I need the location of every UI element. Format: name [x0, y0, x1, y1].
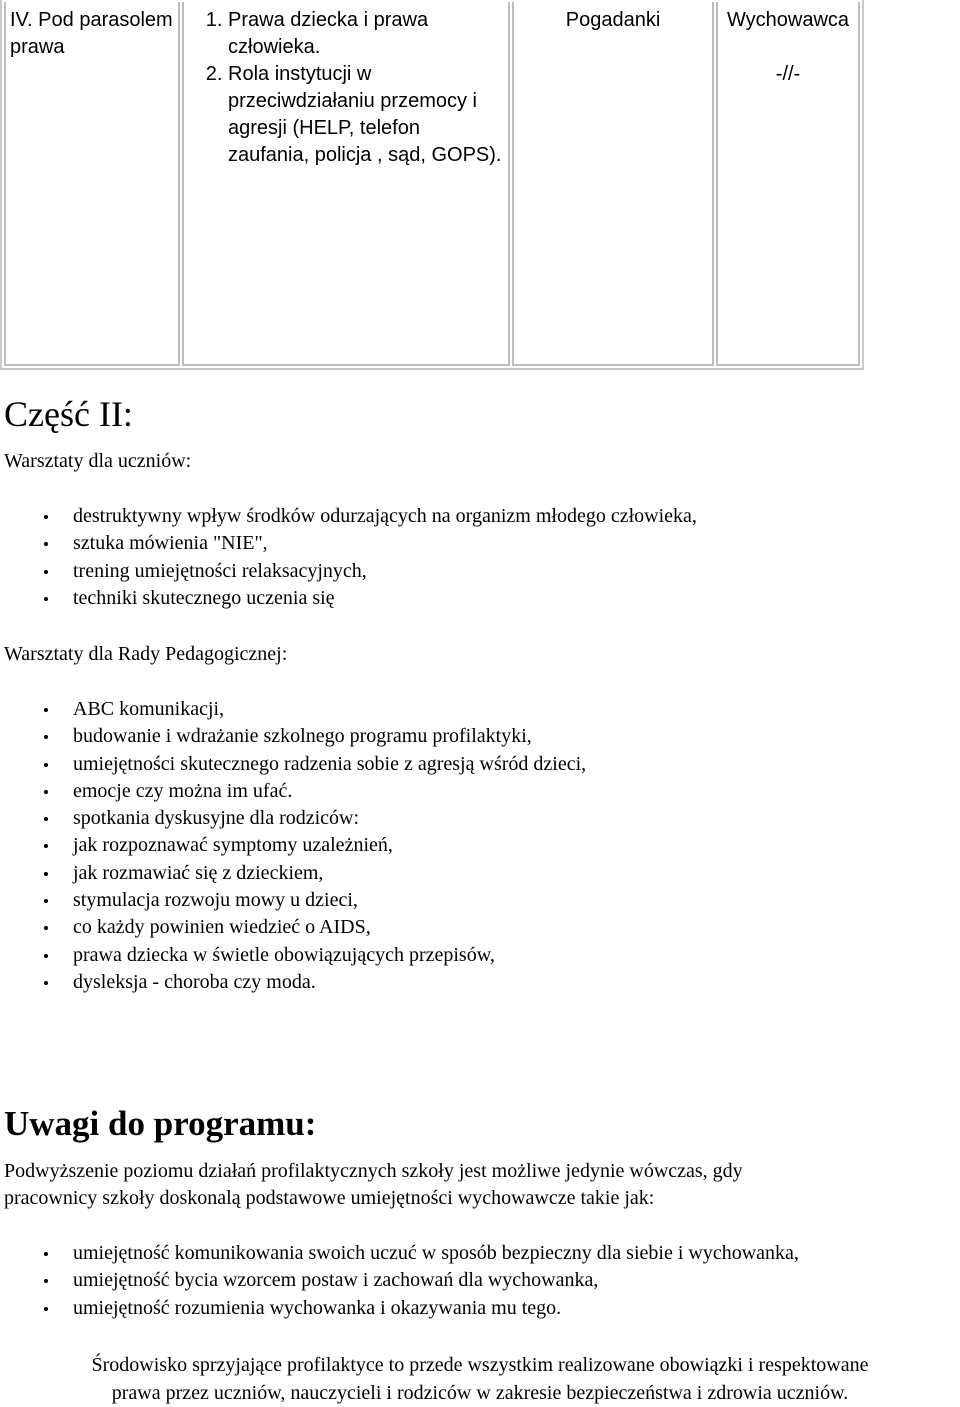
list-item: stymulacja rozwoju mowy u dzieci,: [0, 887, 586, 914]
skills-list: [0, 1240, 799, 1322]
list-item: co każdy powinien wiedzieć o AIDS,: [0, 914, 586, 941]
topics-cell: [182, 2, 510, 366]
list-item: sztuka mówienia "NIE",: [0, 530, 697, 557]
list-item: umiejętność bycia wzorcem postaw i zachowań dla wychowanka,: [0, 1267, 799, 1294]
list-item: umiejętność rozumienia wychowanka i okazywania mu tego.: [0, 1295, 799, 1322]
list-item: budowanie i wdrażanie szkolnego programu profilaktyki,: [0, 723, 586, 750]
responsible-note: -//-: [775, 63, 801, 85]
list-item: 2. Rola instytucji w przeciwdziałaniu przemocy i agresji (HELP, telefon zaufania, policja , sąd, GOPS).: [228, 61, 504, 169]
council-list: [0, 696, 586, 996]
list-item: destruktywny wpływ środków odurzających na organizm młodego człowieka,: [0, 503, 697, 530]
closing-line1: Środowisko sprzyjające profilaktyce to przede wszystkim realizowane obowiązki i respektowane: [91, 1354, 869, 1376]
part2-title: Część II:: [4, 394, 133, 434]
list-item: techniki skutecznego uczenia się: [0, 585, 697, 612]
council-heading: Warsztaty dla Rady Pedagogicznej:: [4, 643, 288, 665]
remarks-intro-line2: pracownicy szkoły doskonalą podstawowe umiejętności wychowawcze takie jak:: [4, 1187, 655, 1209]
form-cell: Pogadanki: [512, 2, 714, 366]
list-item: umiejętności skutecznego radzenia sobie z agresją wśród dzieci,: [0, 751, 586, 778]
list-item: emocje czy można im ufać.: [0, 778, 586, 805]
responsible-cell: [716, 2, 860, 366]
list-item: dysleksja - choroba czy moda.: [0, 969, 586, 996]
list-item: spotkania dyskusyjne dla rodziców:: [0, 805, 586, 832]
program-table: [0, 0, 864, 370]
remarks-intro-line1: Podwyższenie poziomu działań profilaktycznych szkoły jest możliwe jedynie wówczas, gdy: [4, 1160, 743, 1182]
list-item: jak rozpoznawać symptomy uzależnień,: [0, 832, 586, 859]
list-item: umiejętność komunikowania swoich uczuć w sposób bezpieczny dla siebie i wychowanka,: [0, 1240, 799, 1267]
remarks-title: Uwagi do programu:: [4, 1104, 317, 1143]
cell-spacer: [722, 34, 854, 61]
table-row: [4, 2, 860, 366]
closing-line2: prawa przez uczniów, nauczycieli i rodziców w zakresie bezpieczeństwa i zdrowia uczniów.: [111, 1382, 849, 1404]
section-cell: IV. Pod parasolem prawa: [4, 2, 180, 366]
responsible-name: Wychowawca: [726, 9, 850, 31]
students-heading: Warsztaty dla uczniów:: [4, 450, 192, 472]
list-item: trening umiejętności relaksacyjnych,: [0, 558, 697, 585]
closing-paragraph: [0, 1351, 960, 1407]
topics-list: [188, 7, 504, 169]
list-item: ABC komunikacji,: [0, 696, 586, 723]
students-list: [0, 503, 697, 612]
list-item: 1. Prawa dziecka i prawa człowieka.: [228, 7, 504, 61]
list-item: prawa dziecka w świetle obowiązujących przepisów,: [0, 942, 586, 969]
list-item: jak rozmawiać się z dzieckiem,: [0, 860, 586, 887]
